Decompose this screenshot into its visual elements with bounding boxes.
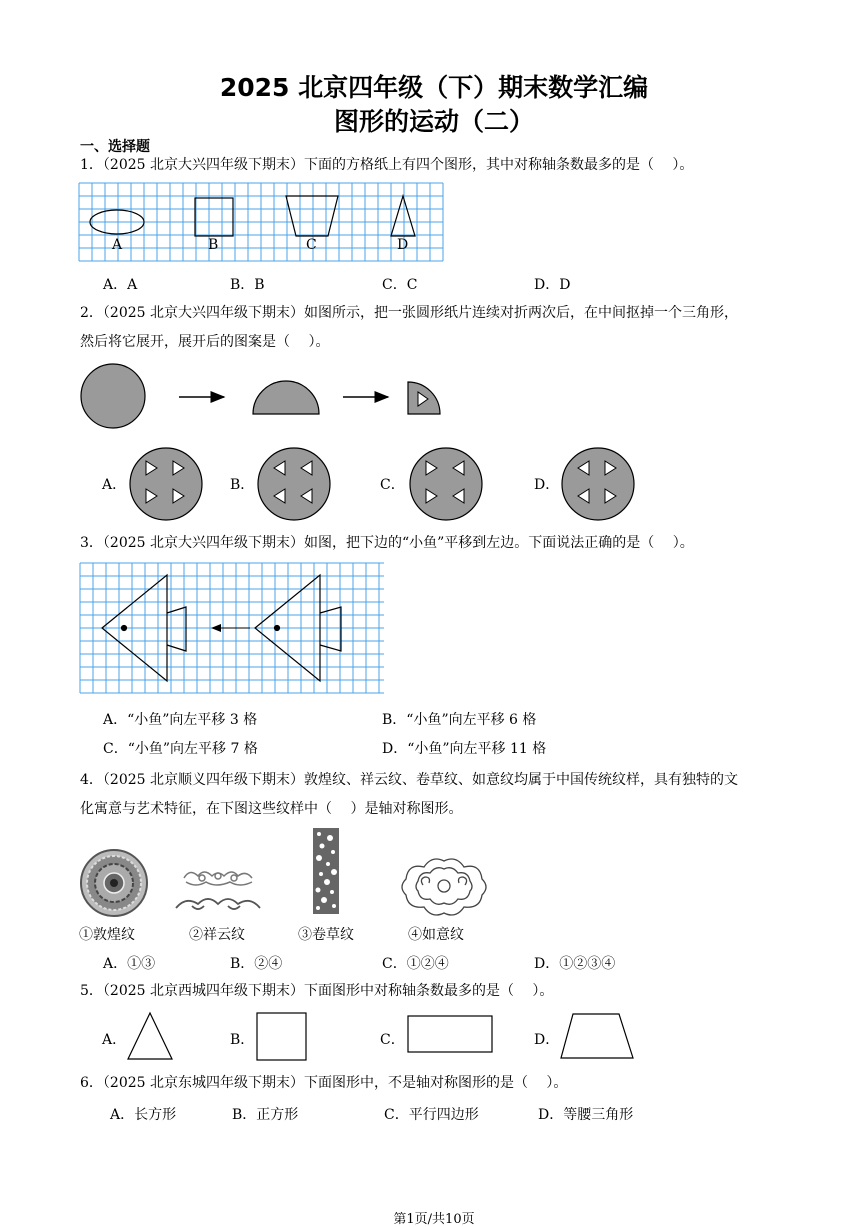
q5-option-b-square[interactable]	[256, 1012, 308, 1062]
q4-option-d[interactable]: D．①②③④	[534, 956, 616, 972]
q5-stem: 5．（2025 北京西城四年级下期末）下面图形中对称轴条数最多的是（ ）。	[80, 983, 554, 999]
q1-stem: 1．（2025 北京大兴四年级下期末）下面的方格纸上有四个图形，其中对称轴条数最多的是（ ）。	[80, 157, 694, 173]
q4-caption-4: ④如意纹	[408, 927, 464, 943]
q2-full-circle	[81, 364, 145, 428]
section-heading: 一、选择题	[80, 139, 150, 155]
q1-shape-trapezoid	[286, 196, 338, 236]
q2-folding-figure	[78, 362, 448, 432]
doc-subtitle: 图形的运动（二）	[333, 107, 534, 136]
q4-option-a[interactable]: A．①③	[103, 956, 156, 972]
page-footer: 第1页/共10页	[393, 1212, 475, 1227]
q1-option-a[interactable]: A．A	[103, 277, 138, 293]
q4-dunhuang-pattern	[79, 848, 149, 918]
q4-caption-1: ①敦煌纹	[79, 927, 135, 943]
q2-stem-line1: 2．（2025 北京大兴四年级下期末）如图所示，把一张圆形纸片连续对折两次后，在中间抠掉一个三角形，	[80, 305, 738, 321]
q5-option-d-trapezoid[interactable]	[559, 1012, 635, 1060]
doc-title: 2025 北京四年级（下）期末数学汇编	[219, 73, 649, 102]
q6-option-d[interactable]: D．等腰三角形	[538, 1107, 634, 1123]
q4-caption-2: ②祥云纹	[189, 927, 245, 943]
q1-fig-label-d: D	[397, 237, 409, 253]
q5-option-c-rectangle[interactable]	[407, 1015, 495, 1055]
q4-xiangyun-pattern	[172, 860, 264, 916]
q2-option-b-figure[interactable]	[256, 446, 332, 522]
q6-option-b[interactable]: B．正方形	[232, 1107, 299, 1123]
q3-fish-grid-figure	[80, 563, 386, 695]
q4-stem-line2: 化寓意与艺术特征，在下图这些纹样中（ ）是轴对称图形。	[80, 801, 463, 817]
q2-option-d-label[interactable]: D．	[534, 477, 560, 493]
q2-stem-line2: 然后将它展开，展开后的图案是（ ）。	[80, 334, 330, 350]
q3-stem: 3．（2025 北京大兴四年级下期末）如图，把下边的“小鱼”平移到左边。下面说法正确的是（ ）。	[80, 535, 694, 551]
q4-juancao-pattern	[313, 828, 339, 914]
q1-option-b[interactable]: B．B	[230, 277, 265, 293]
q5-option-a-label[interactable]: A．	[102, 1032, 127, 1048]
q3-option-c[interactable]: C．“小鱼”向左平移 7 格	[103, 741, 258, 757]
q2-option-c-figure[interactable]	[408, 446, 484, 522]
q1-option-d[interactable]: D．D	[534, 277, 571, 293]
q1-fig-label-b: B	[208, 237, 219, 253]
q2-option-a-figure[interactable]	[128, 446, 204, 522]
q4-option-b[interactable]: B．②④	[230, 956, 283, 972]
q4-caption-3: ③卷草纹	[298, 927, 354, 943]
q2-option-a-label[interactable]: A．	[102, 477, 127, 493]
q2-option-d-figure[interactable]	[560, 446, 636, 522]
q3-option-a[interactable]: A．“小鱼”向左平移 3 格	[103, 712, 258, 728]
q2-half-circle	[253, 381, 319, 414]
q1-shape-square	[195, 198, 233, 236]
q5-option-d-label[interactable]: D．	[534, 1032, 560, 1048]
q5-option-b-label[interactable]: B．	[230, 1032, 255, 1048]
q4-option-c[interactable]: C．①②④	[382, 956, 449, 972]
q5-option-a-triangle[interactable]	[126, 1011, 174, 1061]
q4-ruyi-pattern	[399, 855, 489, 917]
q4-stem-line1: 4．（2025 北京顺义四年级下期末）敦煌纹、祥云纹、卷草纹、如意纹均属于中国传统纹样，具有独特的文	[80, 772, 738, 788]
q2-option-b-label[interactable]: B．	[230, 477, 255, 493]
q1-fig-label-c: C	[306, 237, 317, 253]
q1-fig-label-a: A	[112, 237, 123, 253]
q6-option-c[interactable]: C．平行四边形	[384, 1107, 479, 1123]
q2-option-c-label[interactable]: C．	[380, 477, 405, 493]
q6-option-a[interactable]: A．长方形	[110, 1107, 177, 1123]
q3-option-b[interactable]: B．“小鱼”向左平移 6 格	[382, 712, 537, 728]
q6-stem: 6．（2025 北京东城四年级下期末）下面图形中，不是轴对称图形的是（ ）。	[80, 1075, 568, 1091]
q3-option-d[interactable]: D．“小鱼”向左平移 11 格	[382, 741, 547, 757]
q1-shape-triangle	[391, 196, 415, 236]
q1-grid-figure	[79, 183, 443, 263]
q1-option-c[interactable]: C．C	[382, 277, 418, 293]
q5-option-c-label[interactable]: C．	[380, 1032, 405, 1048]
